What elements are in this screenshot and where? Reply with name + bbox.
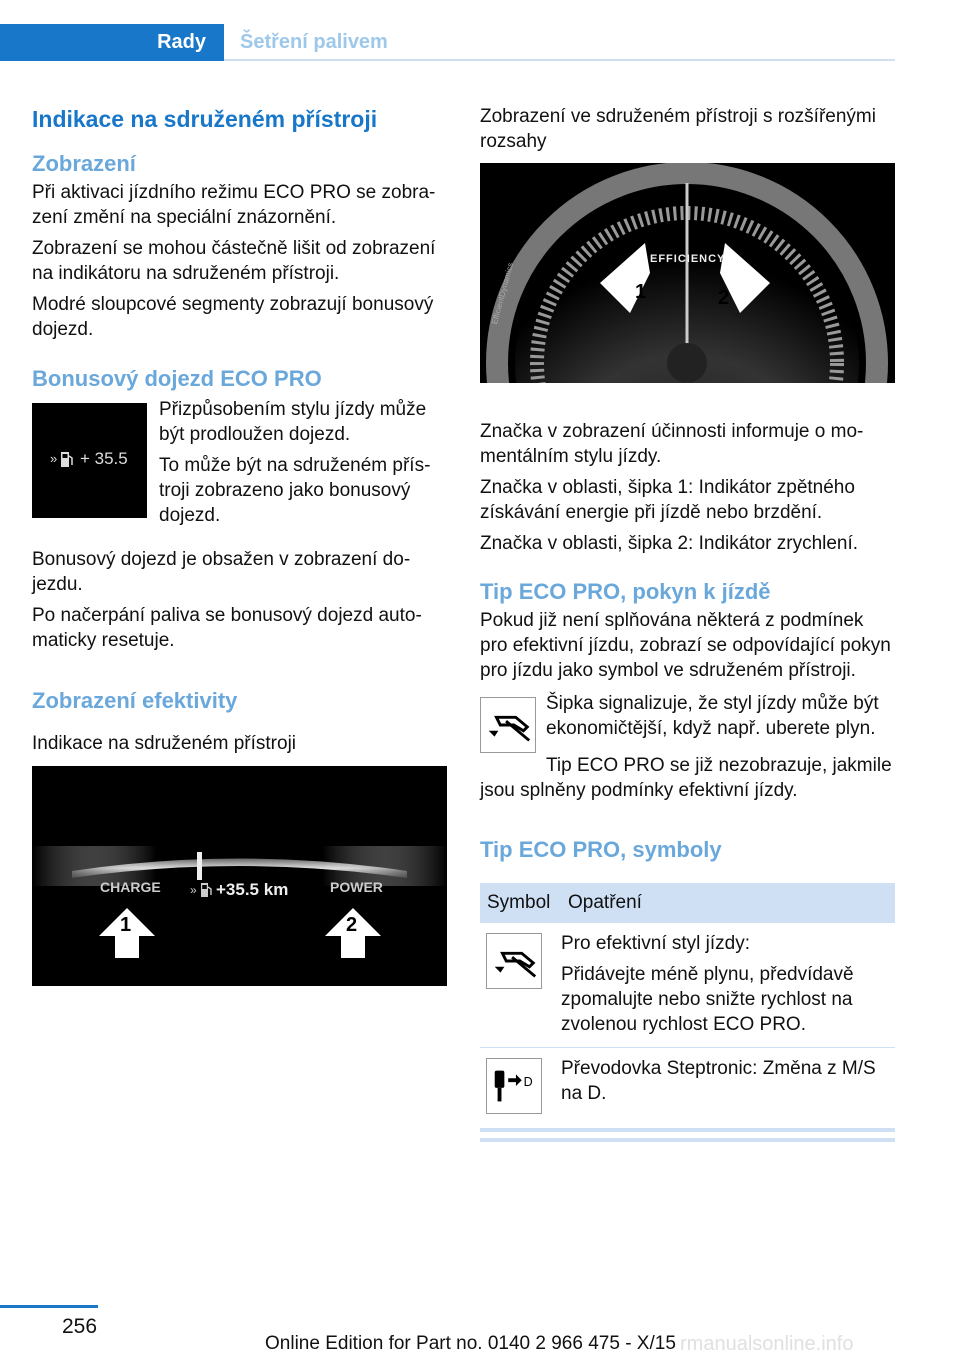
cluster-range-value: +35.5 km [216, 880, 289, 899]
para-nezobrazuje: Tip ECO PRO se již nezobrazuje, jakmile jsou splněny podmínky efektivní jízdy. [480, 755, 892, 801]
para-reset: Po načerpání paliva se bonusový dojezd automaticky resetuje. [32, 605, 422, 651]
cluster-graphic [32, 766, 447, 986]
para-segmenty: Modré sloupcové segmenty zobrazují bonusový dojezd. [32, 294, 434, 340]
foot-off-pedal-icon [480, 697, 536, 753]
double-chevron-icon: » [50, 451, 58, 466]
edition-text: Online Edition for Part no. 0140 2 966 475 - X/15 [265, 1333, 676, 1354]
para-sipka-2: Značka v oblasti, šipka 2: Indikátor zrychlení. [480, 533, 859, 554]
table-row [480, 1048, 895, 1131]
power-label: POWER [330, 879, 383, 895]
footer-rule [0, 1305, 98, 1308]
table-row [480, 923, 895, 1048]
heading-tip-pokyn: Tip ECO PRO, pokyn k jízdě [480, 579, 771, 604]
foot-off-pedal-icon [486, 933, 542, 989]
table-bottom-rule [480, 1138, 895, 1142]
page-number: 256 [62, 1315, 98, 1338]
para-prizpusobeni: Přizpůsobením stylu jízdy může být prodloužen dojezd. [159, 399, 427, 445]
gauge-dynamics-label: EfficientDynamics [490, 261, 516, 326]
gauge-arrow-label-2: 2 [718, 287, 730, 309]
tab-rady[interactable]: Rady [0, 24, 224, 61]
row2-text: Převodovka Steptronic: Změna z M/S na D. [561, 1058, 876, 1104]
heading-zobrazeni-efektivity: Zobrazení efektivity [32, 688, 238, 713]
para-rozsirene: Zobrazení ve sdruženém přístroji s rozšířenými rozsahy [480, 106, 876, 152]
para-sipka-signalizuje: Šipka signalizuje, že styl jízdy může být ekonomičtější, když např. uberete plyn. [546, 693, 879, 739]
column-header-symbol: Symbol [480, 883, 561, 923]
para-pokyn: Pokud již není splňována některá z podmínek pro efektivní jízdu, zobrazí se odpovídající pokyn pro jízdu jako symbol ve sdruženém přístroji. [480, 610, 891, 681]
efficiency-gauge-image [480, 163, 895, 383]
arrow-label-1: 1 [120, 914, 132, 936]
gauge-efficiency-label: EFFICIENCY [650, 253, 726, 265]
tab-setreni-palivem[interactable]: Šetření palivem [240, 31, 388, 53]
double-chevron-icon: » [190, 883, 197, 897]
column-header-action: Opatření [561, 883, 895, 923]
charge-label: CHARGE [100, 879, 161, 895]
gauge-graphic [480, 163, 895, 383]
section-title-indikace: Indikace na sdruženém přístroji [32, 106, 378, 132]
bonus-range-image [32, 403, 147, 518]
heading-bonusovy-dojezd: Bonusový dojezd ECO PRO [32, 366, 322, 391]
heading-zobrazeni: Zobrazení [32, 151, 136, 176]
page-header [0, 22, 895, 62]
cluster-image [32, 766, 447, 986]
table-header-row [480, 883, 895, 923]
row1-title: Pro efektivní styl jízdy: [561, 933, 751, 954]
para-sipka-1: Značka v oblasti, šipka 1: Indikátor zpětného získávání energie při jízdě nebo brzdění. [480, 477, 855, 523]
para-liseni: Zobrazení se mohou částečně lišit od zobrazení na indikátoru na sdruženém přístroji. [32, 238, 436, 284]
gear-shift-d-icon [486, 1058, 542, 1114]
fuel-pump-icon [60, 451, 74, 468]
row1-text: Přidávejte méně plynu, předvídavě zpomalujte nebo snižte rychlost na zvolenou rychlost ECO PRO. [561, 964, 854, 1035]
tip-block [480, 691, 895, 751]
right-column [480, 100, 895, 1142]
para-znacka: Značka v zobrazení účinnosti informuje o momentálním stylu jízdy. [480, 421, 864, 467]
heading-tip-symboly: Tip ECO PRO, symboly [480, 837, 722, 862]
gauge-arrow-label-1: 1 [635, 281, 647, 303]
para-obsazen: Bonusový dojezd je obsažen v zobrazení dojezdu. [32, 549, 411, 595]
para-zobrazeno: To může být na sdruženém přístroji zobrazeno jako bonusový dojezd. [159, 455, 431, 526]
para-indikace: Indikace na sdruženém přístroji [32, 733, 297, 754]
symbols-table [480, 883, 895, 1132]
bonus-block [32, 397, 447, 543]
watermark: rmanualsonline.info [680, 1333, 854, 1355]
para-aktivace: Při aktivaci jízdního režimu ECO PRO se zobrazení změní na speciální znázornění. [32, 182, 436, 228]
bonus-range-value: + 35.5 [80, 449, 128, 468]
svg-text:D: D [523, 1075, 533, 1089]
left-column [32, 100, 447, 986]
fuel-pump-icon [200, 882, 213, 898]
arrow-label-2: 2 [346, 914, 358, 936]
header-divider [224, 59, 895, 61]
